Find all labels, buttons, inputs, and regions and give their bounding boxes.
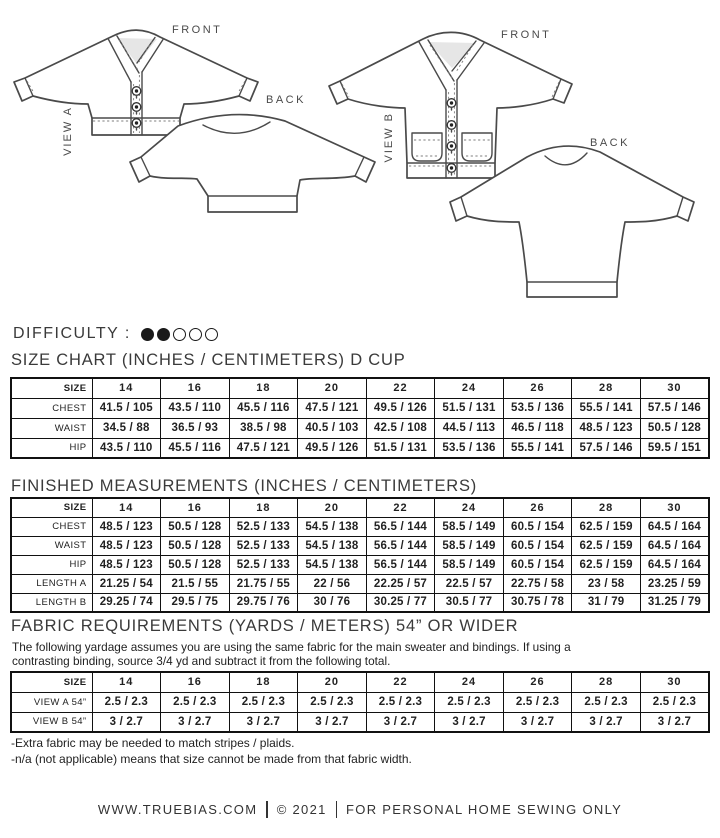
size-column-header: 20 — [298, 672, 367, 692]
table-cell: 3 / 2.7 — [503, 712, 572, 732]
size-column-header: 30 — [640, 498, 709, 517]
table-cell: 55.5 / 141 — [572, 398, 641, 418]
table-cell: 2.5 / 2.3 — [572, 692, 641, 712]
table-cell: 3 / 2.7 — [572, 712, 641, 732]
table-cell: 22.5 / 57 — [435, 574, 504, 593]
table-cell: 23.25 / 59 — [640, 574, 709, 593]
size-column-header: 20 — [298, 378, 367, 398]
table-cell: 57.5 / 146 — [640, 398, 709, 418]
table-cell: 2.5 / 2.3 — [503, 692, 572, 712]
table-cell: 64.5 / 164 — [640, 555, 709, 574]
table-cell: 3 / 2.7 — [366, 712, 435, 732]
row-header: VIEW B 54” — [11, 712, 92, 732]
footer — [0, 801, 720, 818]
view-a-front-label: FRONT — [172, 24, 223, 36]
view-b-label: VIEW B — [383, 112, 395, 163]
table-cell: 34.5 / 88 — [92, 418, 161, 438]
table-cell: 2.5 / 2.3 — [161, 692, 230, 712]
table-cell: 48.5 / 123 — [572, 418, 641, 438]
table-cell: 29.25 / 74 — [92, 593, 161, 612]
size-column-header: 22 — [366, 672, 435, 692]
row-header: WAIST — [11, 418, 92, 438]
table-cell: 62.5 / 159 — [572, 555, 641, 574]
size-column-header: 24 — [435, 672, 504, 692]
table-cell: 56.5 / 144 — [366, 555, 435, 574]
table-cell: 31 / 79 — [572, 593, 641, 612]
table-cell: 29.75 / 76 — [229, 593, 298, 612]
table-cell: 38.5 / 98 — [229, 418, 298, 438]
table-row — [11, 398, 709, 418]
table-cell: 52.5 / 133 — [229, 536, 298, 555]
note-line: -Extra fabric may be needed to match stripes / plaids. — [11, 736, 295, 750]
difficulty-dot-filled — [157, 328, 170, 341]
table-cell: 2.5 / 2.3 — [640, 692, 709, 712]
size-column-header: 28 — [572, 378, 641, 398]
table-cell: 64.5 / 164 — [640, 536, 709, 555]
table-row — [11, 517, 709, 536]
table-cell: 22 / 56 — [298, 574, 367, 593]
size-column-header: 30 — [640, 672, 709, 692]
table-row — [11, 574, 709, 593]
table-cell: 2.5 / 2.3 — [229, 692, 298, 712]
table-cell: 53.5 / 136 — [503, 398, 572, 418]
difficulty-dots — [141, 328, 218, 341]
row-header: HIP — [11, 555, 92, 574]
table-cell: 3 / 2.7 — [435, 712, 504, 732]
size-column-header: 16 — [161, 498, 230, 517]
row-header: WAIST — [11, 536, 92, 555]
size-chart-table — [10, 377, 710, 459]
view-a-buttons — [132, 87, 141, 130]
size-column-header: 14 — [92, 378, 161, 398]
footer-divider — [336, 801, 337, 818]
difficulty-dot-filled — [141, 328, 154, 341]
table-cell: 49.5 / 126 — [298, 438, 367, 458]
table-cell: 46.5 / 118 — [503, 418, 572, 438]
view-b-back-label: BACK — [590, 137, 630, 149]
size-column-header: 30 — [640, 378, 709, 398]
table-cell: 3 / 2.7 — [229, 712, 298, 732]
table-cell: 52.5 / 133 — [229, 517, 298, 536]
table-cell: 30 / 76 — [298, 593, 367, 612]
view-a-label: VIEW A — [62, 106, 74, 156]
corner-label: SIZE — [11, 498, 92, 517]
table-cell: 62.5 / 159 — [572, 536, 641, 555]
table-cell: 43.5 / 110 — [92, 438, 161, 458]
size-column-header: 22 — [366, 378, 435, 398]
table-cell: 58.5 / 149 — [435, 536, 504, 555]
fabric-requirements-table — [10, 671, 710, 733]
table-cell: 36.5 / 93 — [161, 418, 230, 438]
table-row — [11, 692, 709, 712]
table-cell: 56.5 / 144 — [366, 517, 435, 536]
table-cell: 3 / 2.7 — [92, 712, 161, 732]
table-cell: 56.5 / 144 — [366, 536, 435, 555]
row-header: VIEW A 54” — [11, 692, 92, 712]
table-cell: 23 / 58 — [572, 574, 641, 593]
size-column-header: 18 — [229, 672, 298, 692]
fabric-requirements-title: FABRIC REQUIREMENTS (YARDS / METERS) 54” OR WIDER — [11, 617, 519, 635]
table-header-row — [11, 498, 709, 517]
table-row — [11, 438, 709, 458]
table-cell: 45.5 / 116 — [229, 398, 298, 418]
size-column-header: 28 — [572, 672, 641, 692]
size-column-header: 14 — [92, 498, 161, 517]
table-cell: 29.5 / 75 — [161, 593, 230, 612]
table-cell: 60.5 / 154 — [503, 517, 572, 536]
corner-label: SIZE — [11, 672, 92, 692]
table-cell: 53.5 / 136 — [435, 438, 504, 458]
table-cell: 42.5 / 108 — [366, 418, 435, 438]
table-cell: 60.5 / 154 — [503, 555, 572, 574]
size-column-header: 18 — [229, 378, 298, 398]
note-line: -n/a (not applicable) means that size cannot be made from that fabric width. — [11, 751, 412, 766]
difficulty-rating — [13, 325, 218, 343]
size-column-header: 26 — [503, 498, 572, 517]
size-column-header: 26 — [503, 672, 572, 692]
difficulty-dot-empty — [173, 328, 186, 341]
table-cell: 44.5 / 113 — [435, 418, 504, 438]
table-cell: 48.5 / 123 — [92, 517, 161, 536]
table-cell: 59.5 / 151 — [640, 438, 709, 458]
table-cell: 47.5 / 121 — [298, 398, 367, 418]
fabric-requirements-description — [12, 640, 702, 668]
table-cell: 21.5 / 55 — [161, 574, 230, 593]
view-b-pocket-left — [412, 133, 442, 161]
fabric-requirements-notes — [11, 736, 701, 767]
size-column-header: 16 — [161, 672, 230, 692]
table-cell: 22.25 / 57 — [366, 574, 435, 593]
technical-drawings — [0, 0, 720, 322]
table-cell: 21.75 / 55 — [229, 574, 298, 593]
size-chart-title: SIZE CHART (INCHES / CENTIMETERS) D CUP — [11, 351, 406, 369]
table-cell: 64.5 / 164 — [640, 517, 709, 536]
table-cell: 22.75 / 58 — [503, 574, 572, 593]
table-cell: 30.5 / 77 — [435, 593, 504, 612]
row-header: CHEST — [11, 517, 92, 536]
size-column-header: 24 — [435, 378, 504, 398]
table-header-row — [11, 672, 709, 692]
row-header: LENGTH A — [11, 574, 92, 593]
table-row — [11, 418, 709, 438]
size-column-header: 18 — [229, 498, 298, 517]
table-row — [11, 555, 709, 574]
table-cell: 40.5 / 103 — [298, 418, 367, 438]
corner-label: SIZE — [11, 378, 92, 398]
difficulty-dot-empty — [205, 328, 218, 341]
table-cell: 50.5 / 128 — [640, 418, 709, 438]
table-cell: 41.5 / 105 — [92, 398, 161, 418]
table-row — [11, 593, 709, 612]
table-cell: 51.5 / 131 — [435, 398, 504, 418]
footer-website: WWW.TRUEBIAS.COM — [97, 802, 258, 817]
table-cell: 2.5 / 2.3 — [92, 692, 161, 712]
table-cell: 57.5 / 146 — [572, 438, 641, 458]
size-column-header: 28 — [572, 498, 641, 517]
table-cell: 48.5 / 123 — [92, 555, 161, 574]
footer-divider — [266, 801, 267, 818]
table-cell: 51.5 / 131 — [366, 438, 435, 458]
difficulty-dot-empty — [189, 328, 202, 341]
finished-measurements-title: FINISHED MEASUREMENTS (INCHES / CENTIMETERS) — [11, 477, 478, 495]
table-cell: 54.5 / 138 — [298, 536, 367, 555]
table-cell: 55.5 / 141 — [503, 438, 572, 458]
table-row — [11, 536, 709, 555]
table-cell: 58.5 / 149 — [435, 517, 504, 536]
description-line: The following yardage assumes you are using the same fabric for the main sweater and bindings. If using a — [12, 640, 571, 654]
table-cell: 43.5 / 110 — [161, 398, 230, 418]
row-header: HIP — [11, 438, 92, 458]
table-row — [11, 712, 709, 732]
table-cell: 2.5 / 2.3 — [366, 692, 435, 712]
table-cell: 58.5 / 149 — [435, 555, 504, 574]
table-cell: 45.5 / 116 — [161, 438, 230, 458]
table-cell: 3 / 2.7 — [298, 712, 367, 732]
table-cell: 50.5 / 128 — [161, 517, 230, 536]
size-column-header: 16 — [161, 378, 230, 398]
table-cell: 2.5 / 2.3 — [435, 692, 504, 712]
table-cell: 60.5 / 154 — [503, 536, 572, 555]
table-cell: 21.25 / 54 — [92, 574, 161, 593]
table-cell: 48.5 / 123 — [92, 536, 161, 555]
table-header-row — [11, 378, 709, 398]
size-column-header: 26 — [503, 378, 572, 398]
garment-flats-drawing — [0, 0, 720, 322]
footer-usage-note: FOR PERSONAL HOME SEWING ONLY — [346, 802, 623, 817]
table-cell: 31.25 / 79 — [640, 593, 709, 612]
footer-copyright: © 2021 — [276, 802, 327, 817]
size-column-header: 20 — [298, 498, 367, 517]
view-b-pocket-right — [462, 133, 492, 161]
table-cell: 54.5 / 138 — [298, 517, 367, 536]
table-cell: 62.5 / 159 — [572, 517, 641, 536]
row-header: CHEST — [11, 398, 92, 418]
size-column-header: 22 — [366, 498, 435, 517]
size-column-header: 14 — [92, 672, 161, 692]
finished-measurements-table — [10, 497, 710, 613]
table-cell: 2.5 / 2.3 — [298, 692, 367, 712]
table-cell: 54.5 / 138 — [298, 555, 367, 574]
table-cell: 49.5 / 126 — [366, 398, 435, 418]
description-line: contrasting binding, source 3/4 yd and subtract it from the following total. — [12, 654, 391, 669]
table-cell: 50.5 / 128 — [161, 536, 230, 555]
table-cell: 47.5 / 121 — [229, 438, 298, 458]
view-b-front-label: FRONT — [501, 29, 552, 41]
difficulty-label: DIFFICULTY : — [13, 325, 131, 342]
table-cell: 3 / 2.7 — [161, 712, 230, 732]
table-cell: 30.25 / 77 — [366, 593, 435, 612]
table-cell: 30.75 / 78 — [503, 593, 572, 612]
table-cell: 3 / 2.7 — [640, 712, 709, 732]
size-column-header: 24 — [435, 498, 504, 517]
table-cell: 52.5 / 133 — [229, 555, 298, 574]
row-header: LENGTH B — [11, 593, 92, 612]
table-cell: 50.5 / 128 — [161, 555, 230, 574]
view-a-back-label: BACK — [266, 94, 306, 106]
